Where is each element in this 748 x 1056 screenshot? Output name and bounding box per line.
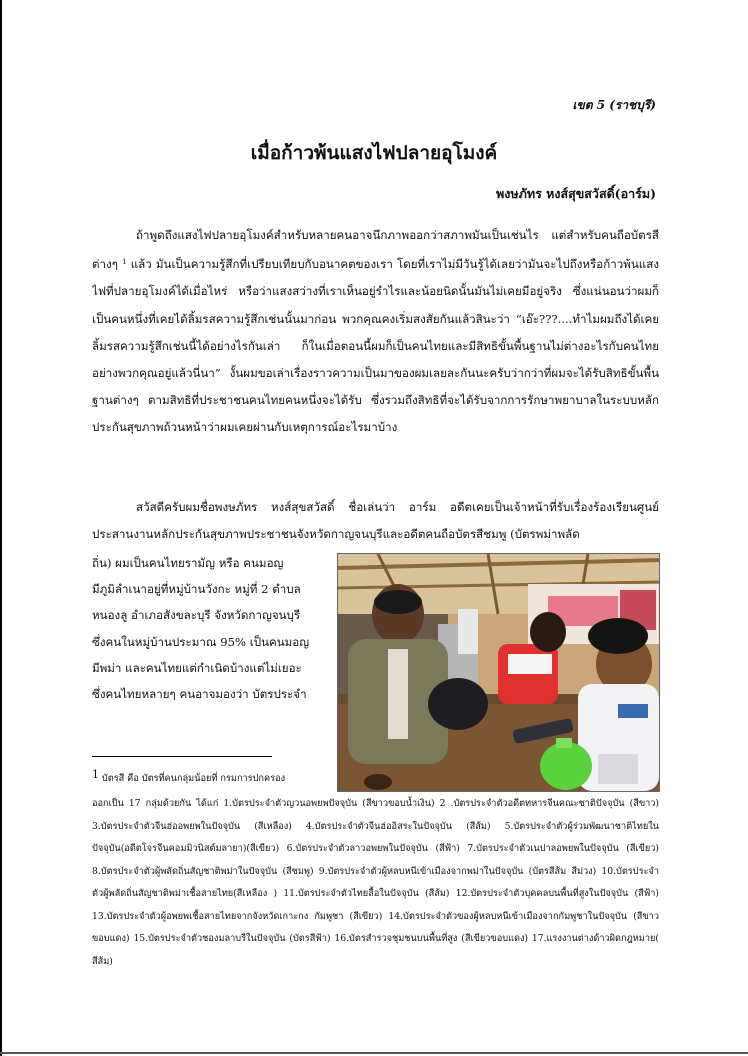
footnote-number: 1	[92, 768, 99, 781]
wrapped-line: ซึ่งคนในหมู่บ้านประมาณ 95% เป็นคนมอญ	[92, 634, 310, 649]
author-name: พงษภัทร หงส์สุขสวัสดิ์(อาร์ม)	[496, 186, 656, 201]
footnote-separator	[92, 756, 272, 757]
page-bottom-edge	[0, 1052, 748, 1054]
paragraph-intro	[92, 222, 659, 478]
photo-people-at-table	[337, 553, 660, 792]
wrapped-line: มีภูมิลำเนาอยู่ที่หมู่บ้านวังกะ หมู่ที่ 2 ตำบล	[92, 582, 301, 597]
footnote-body: ออกเป็น 17 กลุ่มด้วยกัน ได้แก่ 1.บัตรประจำตัวญวนอพยพปัจจุบัน (สีขาวขอบน้ำเงิน) 2 .บัตรประจำตัวอดีตทหารจีนคณะชาติปัจจุบัน (สีขาว) 3.บัตรประจำตัวจีนฮ่ออพยพในปัจจุบัน (สีเหลือง) 4.บัตรประจำตัวจีนฮ่ออิสระในปัจจุบัน (สีส้ม) 5.บัตรประจำตัวผู้ร่วมพัฒนาชาติไทยในปัจจุบัน(อดีตโจรจีนคอมมิวนิสต์มลายา)(สีเขียว) 6.บัตรประจำตัวลาวอพยพในปัจจุบัน (สีฟ้า) 7.บัตรประจำตัวเนปาลอพยพในปัจจุบัน (สีเขียว) 8.บัตรประจำตัวผู้พลัดถิ่นสัญชาติพม่าในปัจจุบัน (สีชมพู) 9.บัตรประจำตัวผู้หลบหนีเข้าเมืองจากพม่าในปัจจุบัน (บัตรสีส้ม สีม่วง) 10.บัตรประจำตัวผู้พลัดถิ่นสัญชาติพม่าเชื้อสายไทย(สีเหลือง ) 11.บัตรประจำตัวไทยลื้อในปัจจุบัน (สีส้ม) 12.บัตรประจำตัวบุคคลบนพื้นที่สูงในปัจจุบัน (สีฟ้า) 13.บัตรประจำตัวผู้อพยพเชื้อสายไทยจากจังหวัดเกาะกง กัมพูชา (สีเขียว) 14.บัตรประจำตัวของผู้หลบหนีเข้าเมืองจากกัมพูชาในปัจจุบัน (สีขาวขอบแดง) 15.บัตรประจำตัวชองมลาบรีในปัจจุบัน (บัตรสีฟ้า) 16.บัตรสำรวจชุมชนบนพื้นที่สูง (สีเขียวขอบแดง) 17.แรงงานต่างด้าวผิดกฎหมาย( สีส้ม)	[92, 798, 659, 967]
footnote-first-text: บัตรสี คือ บัตรที่คนกลุ่มน้อยที่ กรมการปกครอง	[101, 773, 286, 784]
footnote-first-line	[92, 766, 332, 788]
footnote-reference: 1	[122, 258, 127, 267]
paragraph-intro-part2: แล้ว มันเป็นความรู้สึกที่เปรียบเทียบกับอนาคตของเรา โดยที่เราไม่มีวันรู้ได้เลยว่ามันจะไปถึงหรือก้าวพ้นแสงไฟที่ปลายอุโมงค์ได้เมื่อไหร่ หรือว่าแสงสว่างที่เราเห็นอยู่รำไรและน้อยนิดนั้นมันไม่เคยมีอยู่จริง ซึ่งแน่นอนว่าผมก็เป็นคนหนึ่งที่เคยได้ลิ้มรสความรู้สึกเช่นนั้นมาก่อน พวกคุณคงเริ่มสงสัยกันแล้วสินะว่า “เอ๊ะ???....ทำไมผมถึงได้เคยลิ้มรสความรู้สึกเช่นนี้ได้อย่างไรกันเล่า ก็ในเมื่อตอนนี้ผมก็เป็นคนไทยและมีสิทธิขั้นพื้นฐานไม่ต่างอะไรกับคนไทยอย่างพวกคุณอยู่แล้วนี่นา” งั้นผมขอเล่าเรื่องราวความเป็นมาของผมเลยละกันนะครับว่ากว่าที่ผมจะได้รับสิทธิขั้นพื้นฐานต่างๆ ตามสิทธิที่ประชาชนคนไทยคนหนึ่งจะได้รับ ซึ่งรวมถึงสิทธิที่จะได้รับจากการรักษาพยาบาลในระบบหลักประกันสุขภาพถ้วนหน้าว่าผมเคยผ่านกับเหตุการณ์อะไรมาบ้าง	[92, 257, 659, 435]
wrapped-line: มีพม่า และคนไทยแต่กำเนิดบ้างแต่ไม่เยอะ	[92, 660, 302, 675]
paragraph-self-introduction: สวัสดีครับผมชื่อพงษภัทร หงส์สุขสวัสดิ์ ชื่อเล่นว่า อาร์ม อดีตเคยเป็นเจ้าหน้าที่รับเรื่องร้องเรียนศูนย์ประสานงานหลักประกันสุขภาพประชาชนจังหวัดกาญจนบุรีและอดีตคนถือบัตรสีชมพู (บัตรพม่าพลัด	[92, 500, 659, 542]
wrapped-line: หนองลู อำเภอสังขละบุรี จังหวัดกาญจนบุรี	[92, 608, 301, 623]
region-label: เขต 5 (ราชบุรี)	[572, 98, 656, 112]
paragraph-wrapped-text	[92, 550, 332, 707]
paragraph-intro-part1: ถ้าพูดถึงแสงไฟปลายอุโมงค์สำหรับหลายคนอาจนึกภาพออกว่าสภาพมันเป็นเช่นไร แต่สำหรับคนถือบัตรสีต่างๆ	[92, 228, 659, 272]
wrapped-line: ถิ่น) ผมเป็นคนไทยรามัญ หรือ คนมอญ	[92, 556, 284, 570]
wrapped-line: ซึ่งคนไทยหลายๆ คนอาจมองว่า บัตรประจำ	[92, 687, 307, 702]
article-title: เมื่อก้าวพ้นแสงไฟปลายอุโมงค์	[250, 142, 498, 164]
